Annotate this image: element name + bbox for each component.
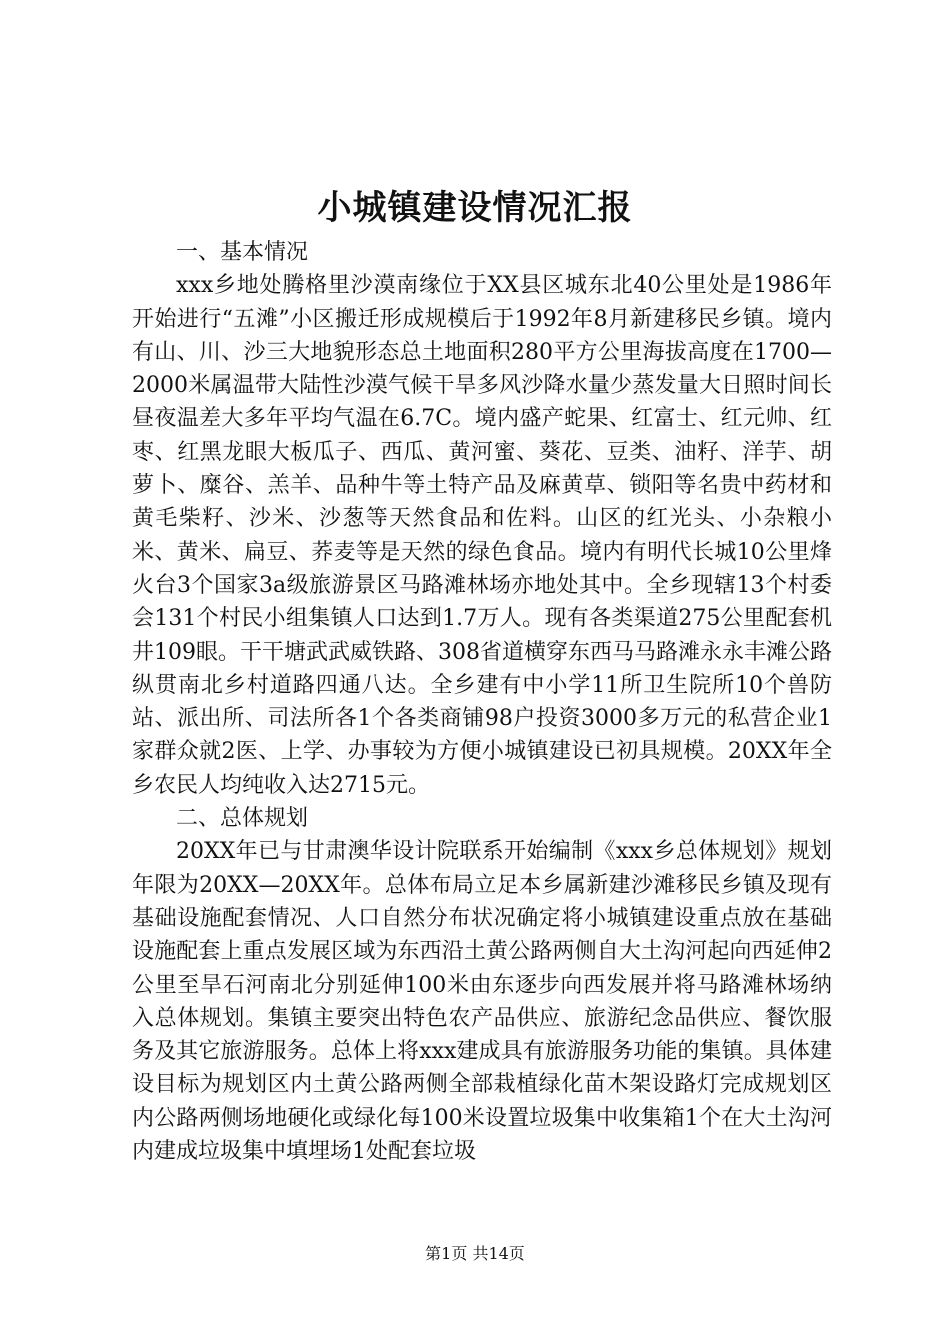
section-heading-overall-plan: 二、总体规划 [176,806,309,832]
section-paragraph-basic-info: xxx乡地处腾格里沙漠南缘位于XX县区城东北40公里处是1986年开始进行“五滩”小区搬迁形成规模后于1992年8月新建移民乡镇。境内有山、川、沙三大地貌形态总土地面积280平方公里海拔高度在1700—2000米属温带大陆性沙漠气候干旱多风沙降水量少蒸发量大日照时间长昼夜温差大多年平均气温在6.7C。境内盛产蛇果、红富士、红元帅、红枣、红黑龙眼大板瓜子、西瓜、黄河蜜、葵花、豆类、油籽、洋芋、胡萝卜、糜谷、羔羊、品种牛等土特产品及麻黄草、锁阳等名贵中药材和黄毛柴籽、沙米、沙葱等天然食品和佐料。山区的红光头、小杂粮小米、黄米、扁豆、荞麦等是天然的绿色食品。境内有明代长城10公里烽火台3个国家3a级旅游景区马路滩林场亦地处其中。全乡现辖13个村委会131个村民小组集镇人口达到1.7万人。现有各类渠道275公里配套机井109眼。干干塘武武威铁路、308省道横穿东西马马路滩永永丰滩公路纵贯南北乡村道路四通八达。全乡建有中小学11所卫生院所10个兽防站、派出所、司法所各1个各类商铺98户投资3000多万元的私营企业1家群众就2医、上学、办事较为方便小城镇建设已初具规模。20XX年全乡农民人均纯收入达2715元。 [132,273,832,798]
section-paragraph-overall-plan: 20XX年已与甘肃澳华设计院联系开始编制《xxx乡总体规划》规划年限为20XX—20XX年。总体布局立足本乡属新建沙滩移民乡镇及现有基础设施配套情况、人口自然分布状况确定将小城镇建设重点放在基础设施配套上重点发展区域为东西沿土黄公路两侧自大土沟河起向西延伸2公里至旱石河南北分别延伸100米由东逐步向西发展并将马路滩林场纳入总体规划。集镇主要突出特色农产品供应、旅游纪念品供应、餐饮服务及其它旅游服务。总体上将xxx建成具有旅游服务功能的集镇。具体建设目标为规划区内土黄公路两侧全部栽植绿化苗木架设路灯完成规划区内公路两侧场地硬化或绿化每100米设置垃圾集中收集箱1个在大土沟河内建成垃圾集中填埋场1处配套垃圾 [132,839,832,1165]
document-body [132,236,832,1168]
section-heading-basic-info: 一、基本情况 [176,240,309,265]
document-title: 小城镇建设情况汇报 [317,188,633,228]
page-footer: 第1页 共14页 [425,1244,525,1263]
